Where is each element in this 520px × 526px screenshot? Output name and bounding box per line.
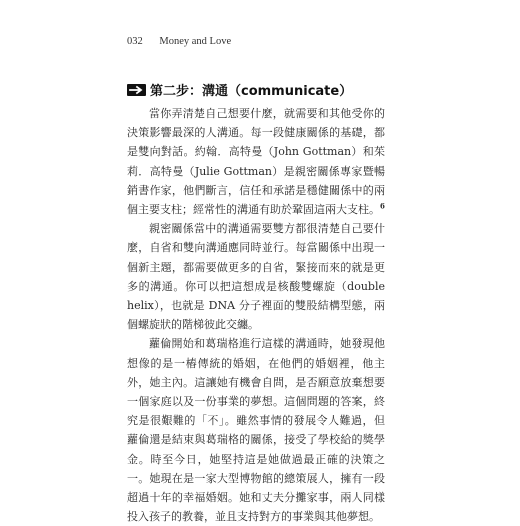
paragraph: [127, 219, 385, 334]
paragraph: [127, 334, 385, 526]
paragraph: [127, 104, 385, 219]
endnote-marker: 6: [380, 201, 385, 211]
body-text: [127, 104, 385, 526]
paragraph-text: 親密關係當中的溝通需要雙方都很清楚自己要什麼，自省和雙向溝通應同時並行。每當關係中出現一個新主題，都需要做更多的自省，緊接而來的就是更多的溝通。你可以把這想成是核酸雙螺旋（double helix），也就是 DNA 分子裡面的雙股結構型態，兩個螺旋狀的階梯彼此交纏。: [127, 222, 385, 332]
section-heading: [127, 80, 352, 99]
running-title: Money and Love: [159, 36, 232, 47]
paragraph-text: 蘿倫開始和葛瑞格進行這樣的溝通時，她發現他想像的是一樁傳統的婚姻，在他們的婚姻裡，他主外，她主內。這讓她有機會自問，是否願意放棄想要一個家庭以及一份事業的夢想。這個問題的答案，終究是很艱難的「不」。雖然事情的發展令人難過，但蘿倫還是結束與葛瑞格的關係，接受了學校給的獎學金。時至今日，她堅持這是她做過最正確的決策之一。她現在是一家大型博物館的總策展人，擁有一段超過十年的幸福婚姻。她和丈夫分攤家事，兩人同樣投入孩子的教養，並且支持對方的事業與其他夢想。: [127, 337, 385, 524]
right-arrow-box-icon: [127, 84, 146, 96]
section-heading-text: 第二步：溝通（communicate）: [150, 84, 353, 99]
running-header: [127, 36, 231, 47]
paragraph-text: 當你弄清楚自己想要什麼，就需要和其他受你的決策影響最深的人溝通。每一段健康關係的基礎，都是雙向對話。約翰．高特曼（John Gottman）和茱莉．高特曼（Julie Gottman）是親密關係專家暨暢銷書作家，他們斷言，信任和承諾是穩健關係中的兩個主要支柱；經常性的溝通有助於鞏固這兩大支柱。: [127, 107, 385, 217]
page-number: 032: [127, 36, 143, 47]
